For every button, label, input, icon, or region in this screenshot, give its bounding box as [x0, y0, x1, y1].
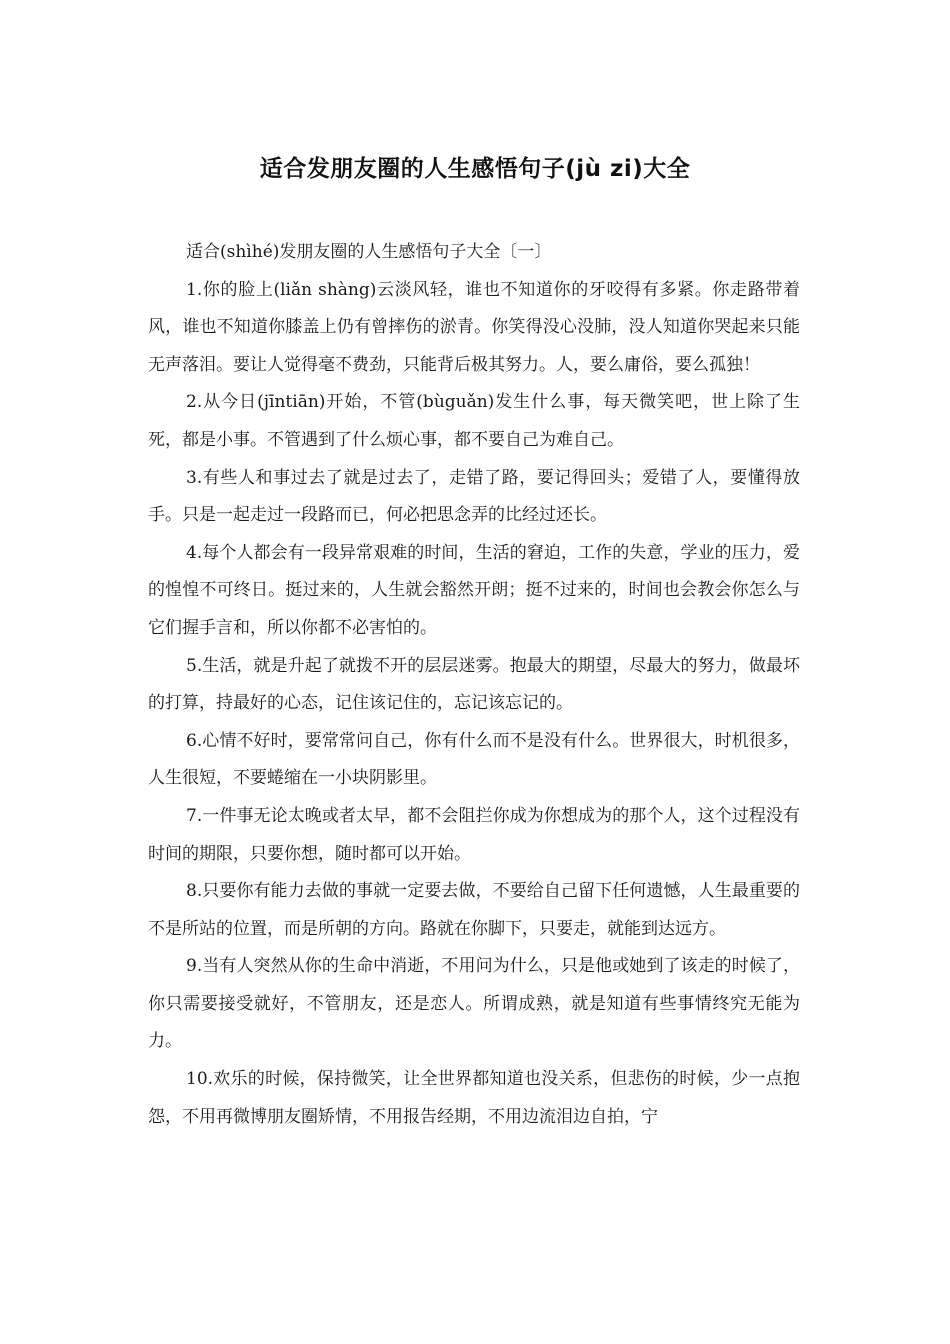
paragraph-6: 6.心情不好时，要常常问自己，你有什么而不是没有什么。世界很大，时机很多，人生很短，不要蜷缩在一小块阴影里。 — [148, 730, 800, 789]
paragraph-3: 3.有些人和事过去了就是过去了，走错了路，要记得回头；爱错了人，要懂得放手。只是一起走过一段路而已，何必把思念弄的比经过还长。 — [148, 467, 800, 526]
paragraph-9: 9.当有人突然从你的生命中消逝，不用问为什么，只是他或她到了该走的时候了，你只需要接受就好，不管朋友，还是恋人。所谓成熟，就是知道有些事情终究无能为力。 — [148, 956, 800, 1052]
paragraph-5: 5.生活，就是升起了就拨不开的层层迷雾。抱最大的期望，尽最大的努力，做最坏的打算，持最好的心态，记住该记住的，忘记该忘记的。 — [148, 655, 800, 714]
paragraph-2: 2.从今日(jīntiān)开始，不管(bùguǎn)发生什么事，每天微笑吧，世上除了生死，都是小事。不管遇到了什么烦心事，都不要自己为难自己。 — [148, 392, 800, 450]
section-subtitle: 适合(shìhé)发朋友圈的人生感悟句子大全〔一〕 — [186, 242, 552, 262]
paragraph-4: 4.每个人都会有一段异常艰难的时间，生活的窘迫，工作的失意，学业的压力，爱的惶惶不可终日。挺过来的，人生就会豁然开朗；挺不过来的，时间也会教会你怎么与它们握手言和，所以你都不必害怕的。 — [148, 542, 800, 638]
document-body — [148, 234, 800, 1136]
paragraph-10: 10.欢乐的时候，保持微笑，让全世界都知道也没关系，但悲伤的时候，少一点抱怨，不用再微博朋友圈矫情，不用报告经期，不用边流泪边自拍，宁 — [148, 1069, 800, 1127]
paragraph-7: 7.一件事无论太晚或者太早，都不会阻拦你成为你想成为的那个人，这个过程没有时间的期限，只要你想，随时都可以开始。 — [148, 805, 800, 864]
paragraph-8: 8.只要你有能力去做的事就一定要去做，不要给自己留下任何遗憾，人生最重要的不是所站的位置，而是所朝的方向。路就在你脚下，只要走，就能到达远方。 — [148, 881, 800, 939]
paragraph-1: 1.你的脸上(liǎn shàng)云淡风轻，谁也不知道你的牙咬得有多紧。你走路带着风，谁也不知道你膝盖上仍有曾摔伤的淤青。你笑得没心没肺，没人知道你哭起来只能无声落泪。要让人觉得毫不费劲，只能背后极其努力。人，要么庸俗，要么孤独！ — [148, 279, 800, 375]
document-title: 适合发朋友圈的人生感悟句子(jù zi)大全 — [259, 156, 691, 182]
